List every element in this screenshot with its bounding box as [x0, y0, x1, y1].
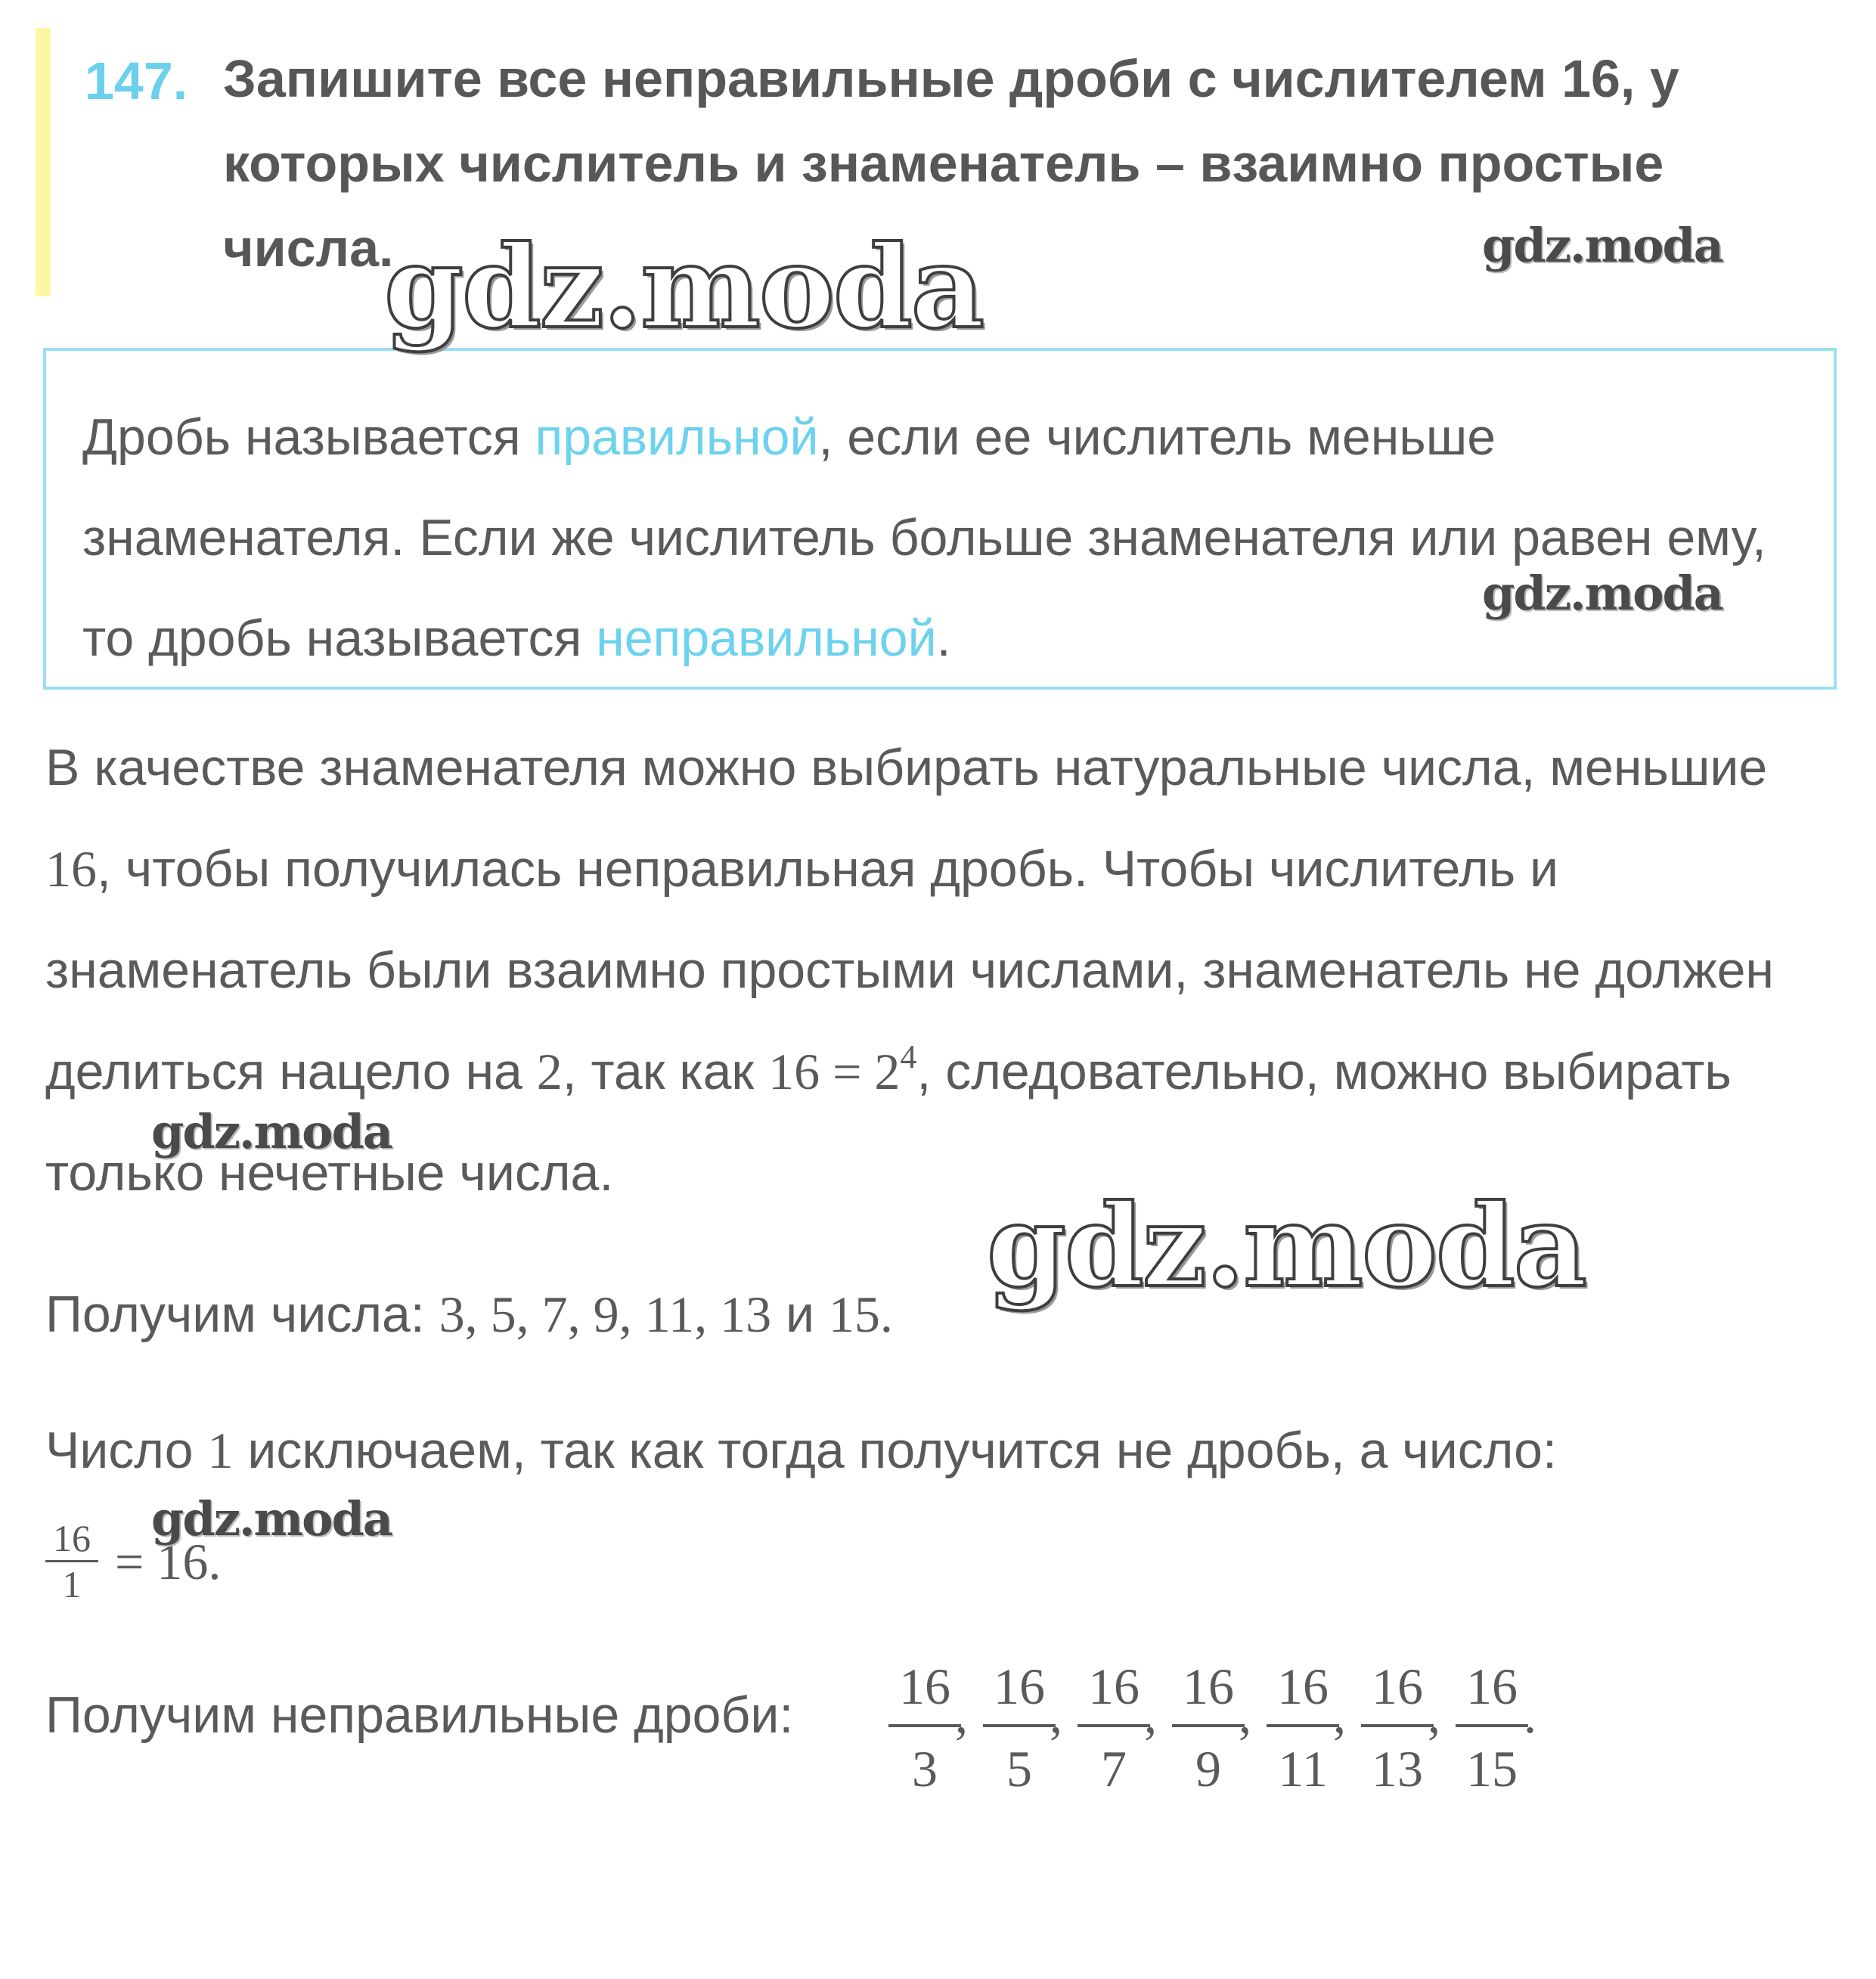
small-fraction — [45, 1516, 98, 1606]
definition-part-2: , если ее числитель меньше знаменателя. Если же числитель больше знаменателя или равен ему, то дробь называется — [82, 408, 1766, 667]
result-fraction — [1172, 1649, 1245, 1810]
p2-math-list: 3, 5, 7, 9, 11, 13 — [439, 1286, 772, 1343]
result-separator: , — [1144, 1686, 1157, 1744]
p1-text-3: , так как — [562, 1043, 769, 1100]
definition-text — [82, 387, 1829, 689]
small-fraction-numerator: 16 — [45, 1516, 98, 1562]
paragraph-exclude-one — [45, 1405, 1830, 1496]
result-fraction — [888, 1649, 961, 1810]
watermark-logo: gdz.moda — [1482, 566, 1723, 621]
small-fraction-denominator: 1 — [62, 1563, 82, 1605]
result-separator: , — [1050, 1686, 1062, 1744]
task-text: Запишите все неправильные дроби с числителем 16, у которых числитель и знаменатель – взаимно простые числа. — [223, 49, 1679, 278]
p2-text-1: Получим числа: — [45, 1286, 439, 1343]
result-fraction-numerator: 16 — [1172, 1649, 1245, 1727]
p3-math-1: 1 — [207, 1422, 234, 1479]
result-fraction-numerator: 16 — [1078, 1649, 1150, 1727]
p1-math-2: 2 — [536, 1043, 563, 1100]
result-separator: , — [1239, 1686, 1251, 1744]
result-separator: , — [1333, 1686, 1346, 1744]
result-fraction — [1361, 1649, 1434, 1810]
p2-text-2: и — [771, 1286, 829, 1343]
p1-text-1: В качестве знаменателя можно выбирать натуральные числа, меньшие — [45, 739, 1768, 796]
p1-text-2: , чтобы получилась неправильная дробь. Чтобы числитель и знаменатель были взаимно простыми числами, знаменатель не должен делиться нацело на — [45, 840, 1774, 1100]
result-fraction-denominator: 3 — [912, 1740, 938, 1798]
result-fraction — [1456, 1649, 1528, 1810]
result-fraction — [1267, 1649, 1339, 1810]
result-fraction-numerator: 16 — [888, 1649, 961, 1727]
accent-bar — [36, 28, 51, 296]
result-fraction-numerator: 16 — [1361, 1649, 1434, 1727]
definition-box — [43, 348, 1837, 690]
fraction-equals: = 16. — [115, 1533, 222, 1590]
watermark-logo: gdz.moda — [1482, 218, 1723, 273]
result-fraction-denominator: 11 — [1278, 1740, 1328, 1798]
result-fraction-denominator: 5 — [1006, 1740, 1032, 1798]
result-fraction-numerator: 16 — [1267, 1649, 1339, 1727]
result-fraction-denominator: 13 — [1372, 1740, 1423, 1798]
task-number: 147. — [85, 51, 188, 110]
p3-text-2: исключаем, так как тогда получится не дробь, а число: — [233, 1422, 1557, 1479]
p2-math-15: 15 — [828, 1286, 880, 1343]
p3-text-1: Число — [45, 1422, 208, 1479]
result-separator: , — [955, 1686, 968, 1744]
term-proper: правильной — [535, 408, 819, 466]
watermark-logo: gdz.moda — [151, 1104, 392, 1159]
result-fraction-numerator: 16 — [983, 1649, 1056, 1727]
result-fraction-denominator: 9 — [1195, 1740, 1221, 1798]
p1-math-16: 16 — [45, 840, 97, 898]
p1-math-equation: 16 = 2 — [768, 1043, 901, 1100]
result-end-period: . — [1524, 1686, 1536, 1744]
definition-part-1: Дробь называется — [82, 408, 535, 466]
watermark-logo: gdz.moda — [384, 221, 984, 354]
result-fraction-numerator: 16 — [1456, 1649, 1528, 1727]
term-improper: неправильной — [596, 610, 937, 667]
result-label: Получим неправильные дроби: — [45, 1686, 794, 1744]
result-fraction-denominator: 15 — [1466, 1740, 1518, 1798]
watermark-logo: gdz.moda — [987, 1180, 1586, 1313]
p1-text-4: , следовательно, можно выбирать только нечетные числа. — [45, 1043, 1732, 1202]
result-fraction-denominator: 7 — [1101, 1740, 1127, 1798]
definition-part-3: . — [936, 610, 951, 667]
result-separator: , — [1428, 1686, 1440, 1744]
watermark-logo: gdz.moda — [151, 1491, 392, 1546]
p1-math-exponent: 4 — [900, 1038, 917, 1075]
result-fraction — [983, 1649, 1056, 1810]
result-fraction — [1078, 1649, 1150, 1810]
p2-text-3: . — [879, 1286, 893, 1343]
